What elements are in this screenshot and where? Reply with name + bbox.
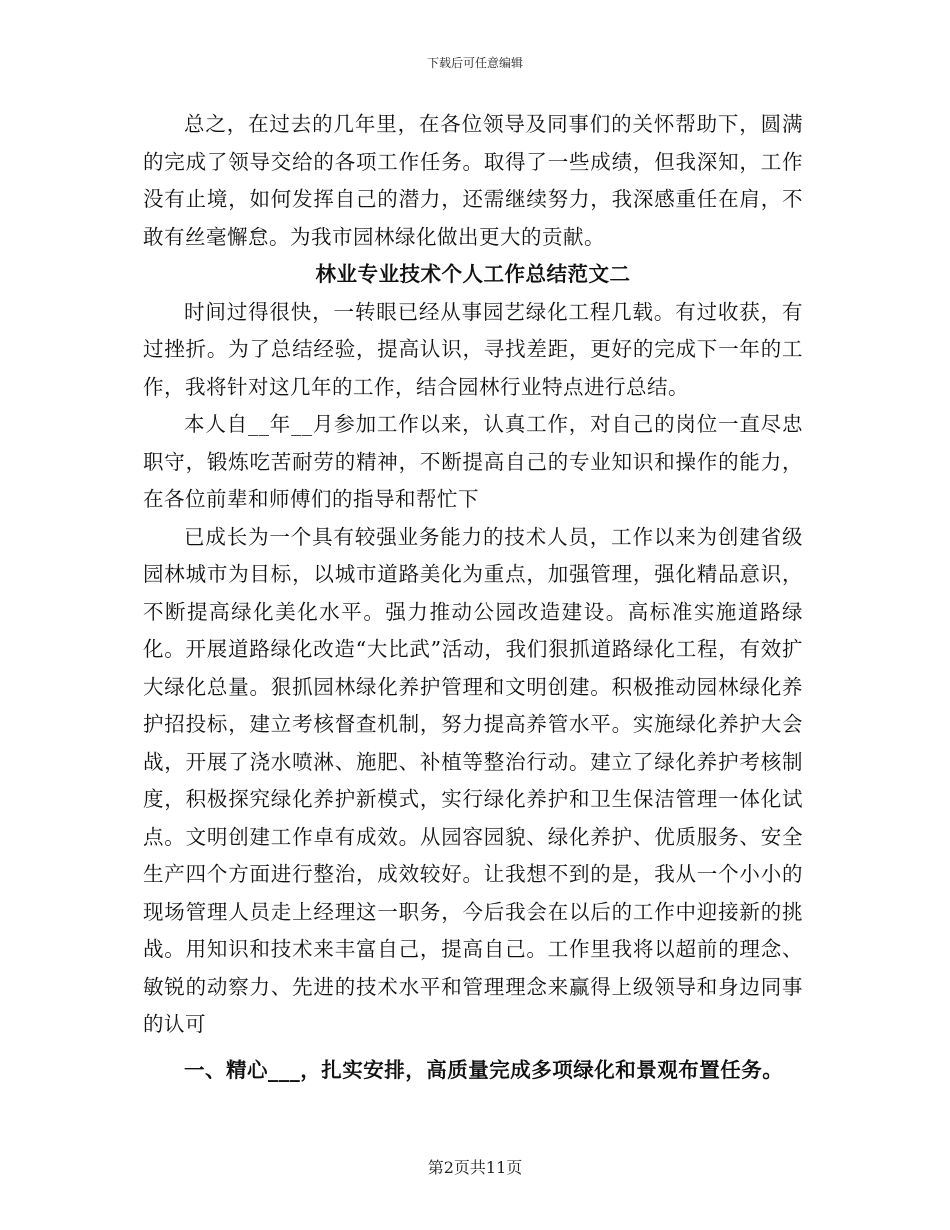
document-title: 林业专业技术个人工作总结范文二 [315,262,631,286]
paragraph-achievements: 已成长为一个具有较强业务能力的技术人员，工作以来为创建省级园林城市为目标，以城市道路美化为重点，加强管理，强化精品意识，不断提高绿化美化水平。强力推动公园改造建设。高标准实施道路绿化。开展道路绿化改造“大比武”活动，我们狠抓道路绿化工程，有效扩大绿化总量。狠抓园林绿化养护管理和文明创建。积极推动园林绿化养护招投标，建立考核督查机制，努力提高养管水平。实施绿化养护大会战，开展了浇水喷淋、施肥、补植等整治行动。建立了绿化养护考核制度，积极探究绿化养护新模式，实行绿化养护和卫生保洁管理一体化试点。文明创建工作卓有成效。从园容园貌、绿化养护、优质服务、安全生产四个方面进行整治，成效较好。让我想不到的是，我从一个小小的现场管理人员走上经理这一职务，今后我会在以后的工作中迎接新的挑战。用知识和技术来丰富自己，提高自己。工作里我将以超前的理念、敏锐的动察力、先进的技术水平和管理理念来赢得上级领导和身边同事的认可 [143,524,803,1036]
document-body [143,106,803,1089]
paragraph-conclusion: 总之，在过去的几年里，在各位领导及同事们的关怀帮助下，圆满的完成了领导交给的各项工作任务。取得了一些成绩，但我深知，工作没有止境，如何发挥自己的潜力，还需继续努力，我深感重任在肩，不敢有丝毫懈怠。为我市园林绿化做出更大的贡献。 [143,112,803,249]
paragraph-career-start: 本人自__年__月参加工作以来，认真工作，对自己的岗位一直尽忠职守，锻炼吃苦耐劳的精神，不断提高自己的专业知识和操作的能力，在各位前辈和师傅们的指导和帮忙下 [143,412,803,511]
section-heading: 一、精心___，扎实安排，高质量完成多项绿化和景观布置任务。 [184,1057,784,1082]
page-indicator: 第2页共11页 [427,1158,523,1177]
paragraph-intro: 时间过得很快，一转眼已经从事园艺绿化工程几载。有过收获，有过挫折。为了总结经验，提高认识，寻找差距，更好的完成下一年的工作，我将针对这几年的工作，结合园林行业特点进行总结。 [143,299,803,399]
header-note: 下载后可任意编辑 [426,56,523,70]
